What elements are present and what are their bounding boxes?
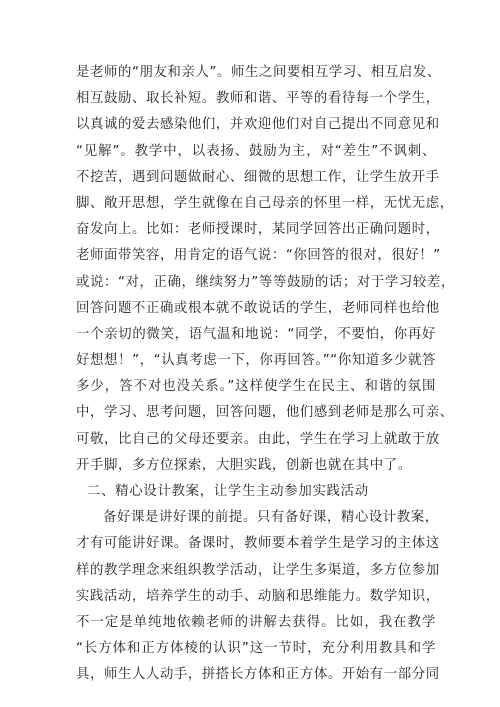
paragraph-line: 脚、敞开思想，学生就像在自己母亲的怀里一样，无忧无虑， <box>76 195 454 211</box>
paragraph-line: 中，学习、思考问题，回答问题，他们感到老师是那么可亲、 <box>76 405 454 421</box>
paragraph-line: 具，师生人人动手，拼搭长方体和正方体。开始有一部分同 <box>76 667 440 683</box>
paragraph-line: 一个亲切的微笑，语气温和地说：“同学，不要怕，你再好 <box>76 326 436 342</box>
paragraph-line: 备好课是讲好课的前提。只有备好课，精心设计教案， <box>103 510 439 526</box>
paragraph-line: 不挖苦，遇到问题做耐心、细微的思想工作，让学生放开手 <box>76 169 440 185</box>
paragraph-line: 才有可能讲好课。备课时，教师要本着学生是学习的主体这 <box>76 536 440 552</box>
document-body <box>76 60 455 689</box>
paragraph-line: “长方体和正方体棱的认识”这一节时，充分利用教具和学 <box>76 641 436 657</box>
paragraph-line: 可敬，比自己的父母还要亲。由此，学生在学习上就敢于放 <box>76 431 440 447</box>
paragraph-line: “见解”。教学中，以表扬、鼓励为主，对“差生”不讽刺、 <box>76 143 436 159</box>
paragraph-line: 以真诚的爱去感染他们，并欢迎他们对自己提出不同意见和 <box>76 117 440 133</box>
paragraph-line: 样的教学理念来组织教学活动，让学生多渠道，多方位参加 <box>76 562 440 578</box>
paragraph-line: 实践活动，培养学生的动手、动脑和思维能力。数学知识， <box>76 588 440 604</box>
paragraph-line: 回答问题不正确或根本就不敢说话的学生，老师同样也给他 <box>76 300 440 316</box>
paragraph-line: 多少，答不对也没关系。”这样使学生在民主、和谐的氛围 <box>76 379 436 395</box>
paragraph-line: 老师面带笑容，用肯定的语气说：“你回答的很对，很好！” <box>76 248 441 264</box>
paragraph-line: 不一定是单纯地依赖老师的讲解去获得。比如，我在教学 <box>76 614 436 630</box>
paragraph-line: 奋发向上。比如：老师授课时，某同学回答出正确问题时， <box>76 222 440 238</box>
paragraph-line: 或说：“对，正确，继续努力”等等鼓励的话；对于学习较差， <box>76 274 455 290</box>
paragraph-line: 开手脚，多方位探索，大胆实践，创新也就在其中了。 <box>76 457 412 473</box>
paragraph-line: 好想想！”，“认真考虑一下，你再回答。”“你知道多少就答 <box>76 353 436 369</box>
paragraph-line: 是老师的“朋友和亲人”。师生之间要相互学习、相互启发、 <box>76 65 441 80</box>
paragraph-line: 相互鼓励、取长补短。教师和谐、平等的看待每一个学生， <box>76 91 440 107</box>
section-heading: 二、精心设计教案，让学生主动参加实践活动 <box>87 484 369 499</box>
